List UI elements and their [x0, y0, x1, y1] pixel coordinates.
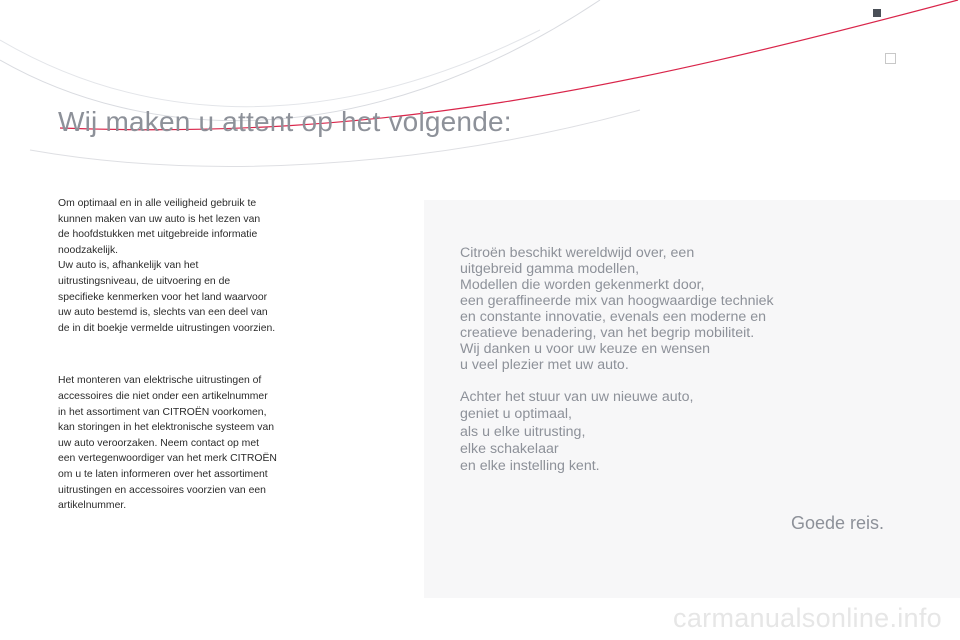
text-line: elke schakelaar	[460, 440, 559, 457]
accessories-paragraph	[58, 373, 328, 513]
text-line: Om optimaal en in alle veiligheid gebruik te	[58, 198, 257, 209]
text-line: uw auto veroorzaken. Neem contact op met	[58, 437, 259, 449]
text-line: als u elke uitrusting,	[460, 423, 586, 440]
left-column	[58, 196, 328, 514]
welcome-panel	[424, 200, 960, 598]
text-line: specifieke kenmerken voor het land waarvoor	[58, 291, 268, 303]
text-line: noodzakelijk.	[58, 244, 119, 256]
text-line: om u te laten informeren over het assortiment	[58, 468, 268, 480]
welcome-closing	[460, 389, 880, 475]
page-number-box	[885, 53, 896, 64]
text-line: de hoofdstukken met uitgebreide informatie	[58, 229, 258, 241]
text-line: Het monteren van elektrische uitrustingen of	[58, 375, 262, 387]
page-heading: Wij maken u attent op het volgende:	[58, 106, 512, 137]
text-line: Citroën beschikt wereldwijd over, een	[460, 245, 695, 261]
welcome-intro	[460, 245, 880, 373]
text-line: Uw auto is, afhankelijk van het	[58, 260, 199, 272]
text-line: in het assortiment van CITROËN voorkomen,	[58, 406, 267, 418]
watermark: carmanualsonline.info	[673, 603, 942, 633]
text-line: Wij danken u voor uw keuze en wensen	[460, 341, 710, 357]
text-line: een vertegenwoordiger van het merk CITROËN	[58, 453, 277, 465]
text-line: Achter het stuur van uw nieuwe auto,	[460, 389, 694, 405]
safety-paragraph	[58, 196, 328, 336]
signoff: Goede reis.	[790, 513, 884, 533]
text-line: en elke instelling kent.	[460, 458, 600, 475]
text-line: een geraffineerde mix van hoogwaardige techniek	[460, 293, 774, 309]
text-line: en constante innovatie, evenals een moderne en	[460, 309, 767, 325]
text-line: artikelnummer.	[58, 500, 127, 512]
text-line: uitrustingen en accessoires voorzien van een	[58, 484, 266, 496]
text-line: de in dit boekje vermelde uitrustingen voorzien.	[58, 322, 276, 334]
text-line: creatieve benadering, van het begrip mobiliteit.	[460, 325, 755, 341]
text-line: accessoires die niet onder een artikelnummer	[58, 390, 268, 402]
text-line: uitrustingsniveau, de uitvoering en de	[58, 275, 231, 287]
swoosh-grey-line-2	[0, 30, 540, 107]
text-line: kan storingen in het elektronische systeem van	[58, 422, 275, 434]
swoosh-grey-line-1	[0, 0, 600, 121]
text-line: geniet u optimaal,	[460, 406, 572, 423]
text-line: uw auto bestemd is, slechts van een deel van	[58, 307, 268, 319]
text-line: Modellen die worden gekenmerkt door,	[460, 277, 705, 293]
text-line: u veel plezier met uw auto.	[460, 357, 629, 373]
text-line: uitgebreid gamma modellen,	[460, 261, 640, 277]
text-line: kunnen maken van uw auto is het lezen van	[58, 213, 261, 225]
corner-marker	[873, 9, 881, 17]
